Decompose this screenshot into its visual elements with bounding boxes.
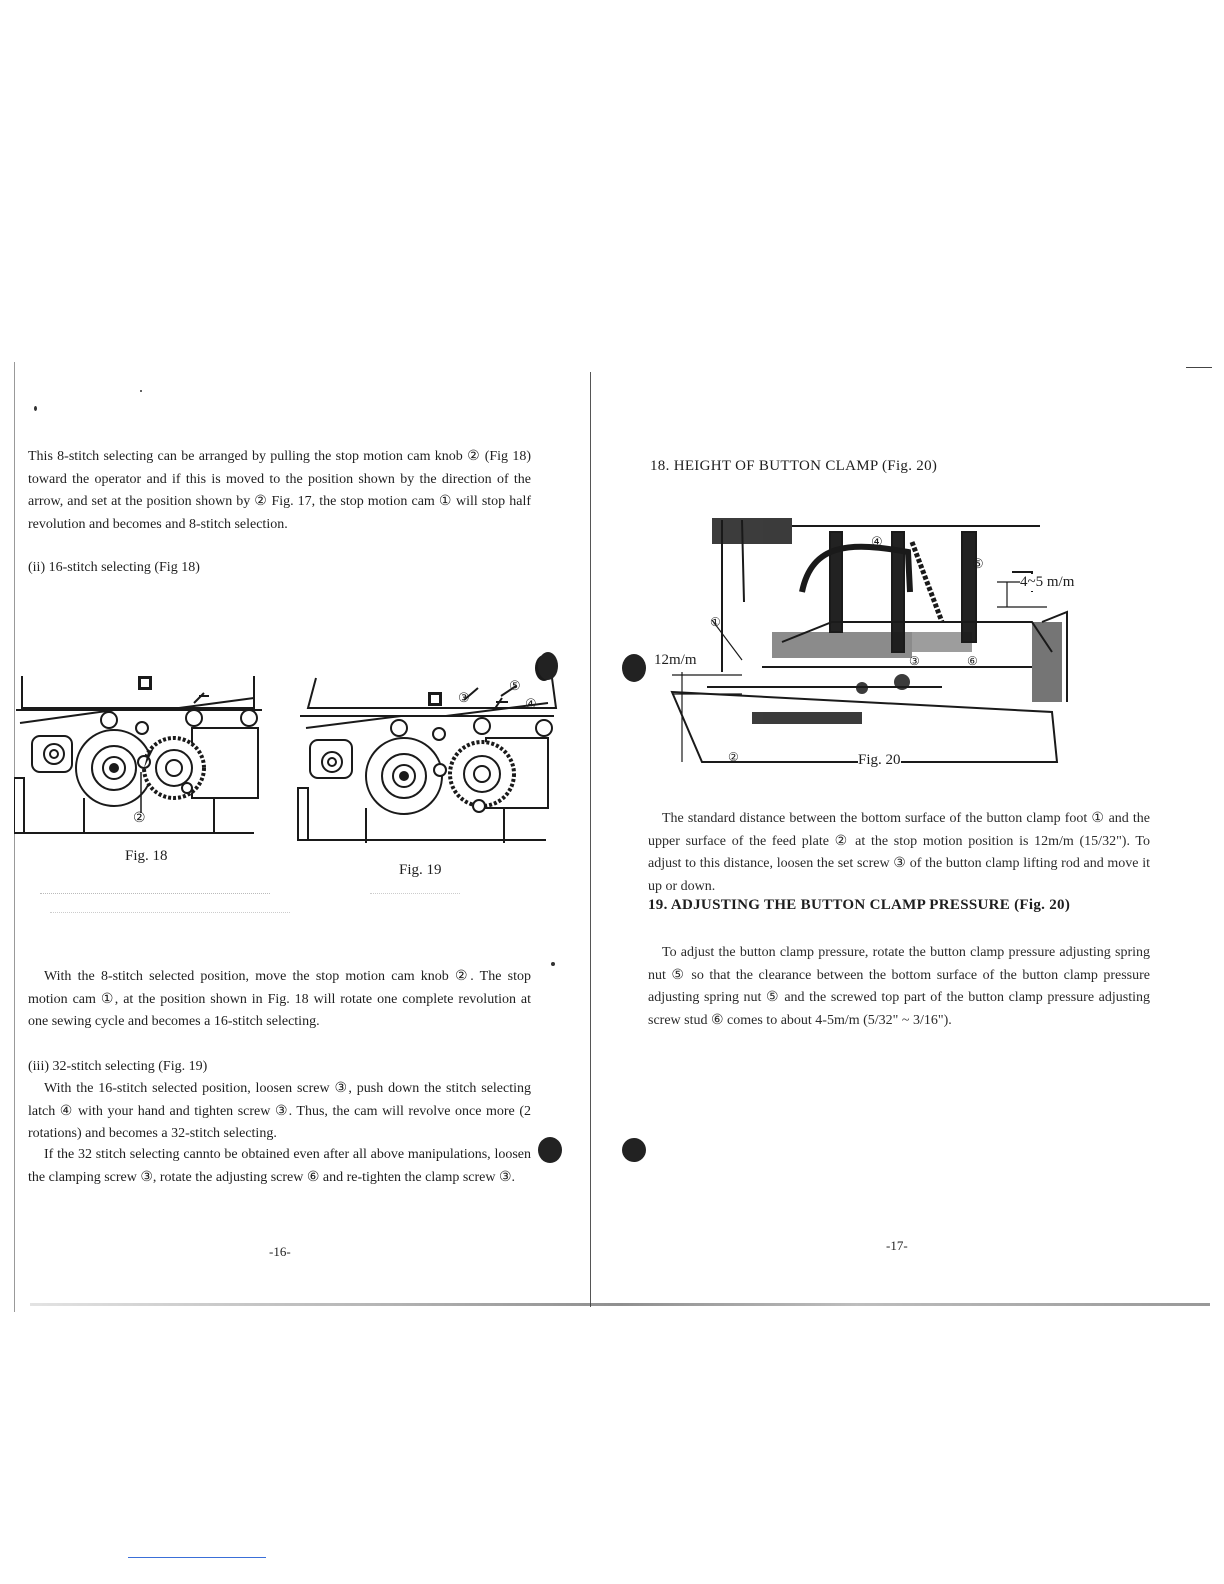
fig19-label-3: ③: [458, 690, 470, 705]
binder-hole-mark: [622, 1138, 646, 1162]
fig19-caption: Fig. 19: [399, 862, 442, 878]
fig20-label-5: ⑤: [972, 556, 984, 571]
left-paragraph-1: This 8-stitch selecting can be arranged by pulling the stop motion cam knob ② (Fig 18) toward the operator and if this is moved to the position shown by the direction of the arrow, and set at the position shown by ② Fig. 17, the stop motion cam ① will stop half revolution and becomes and 8-stitch selection.: [28, 449, 531, 532]
right-paragraph-1: The standard distance between the bottom surface of the button clamp foot ① and the upper surface of the feed plate ② at the stop motion position is 12m/m (15/32"). To adjust to this distance, loosen the set screw ③ of the button clamp lifting rod and move it up or down.: [648, 811, 1150, 894]
bottom-scan-edge: [30, 1303, 1210, 1306]
binder-hole-mark: [538, 1137, 562, 1163]
center-gutter-line: [590, 372, 591, 1307]
fig18-label-2: ②: [133, 811, 146, 826]
left-paragraph-3: With the 16-stitch selected position, loosen screw ③, push down the stitch selecting latch ④ with your hand and tighten screw ③. Thus, the cam will revolve once more (2 rotations) and becomes a 32-stitch selecting.: [28, 1081, 531, 1141]
fig20-dimension-4-5mm: 4~5 m/m: [1020, 574, 1075, 590]
figure-18: [14, 648, 264, 848]
fig20-caption: Fig. 20: [858, 752, 901, 768]
section-18-heading: 18. HEIGHT OF BUTTON CLAMP (Fig. 20): [650, 458, 938, 474]
scan-noise-3: [370, 893, 460, 898]
figure-20: [612, 512, 1077, 770]
fig20-label-2: ②: [728, 750, 739, 764]
fig19-label-5: ⑤: [509, 678, 521, 693]
scan-speck: [551, 962, 555, 966]
left-page-number: -16-: [269, 1244, 291, 1259]
figure-19: [296, 648, 566, 858]
scan-speck: [34, 406, 37, 411]
subheading-16-stitch: (ii) 16-stitch selecting (Fig 18): [28, 560, 200, 575]
fig20-label-3: ③: [909, 654, 920, 668]
fig20-dimension-12mm: 12m/m: [654, 652, 697, 668]
right-page-number: -17-: [886, 1238, 908, 1253]
scan-noise-1: [40, 893, 270, 898]
left-paragraph-2: With the 8-stitch selected position, move the stop motion cam knob ②. The stop motion cam ①, at the position shown in Fig. 18 will rotate one complete revolution at one sewing cycle and becomes a 16-stitch selecting.: [28, 969, 531, 1029]
scan-noise-2: [50, 912, 290, 917]
right-paragraph-2: To adjust the button clamp pressure, rotate the button clamp pressure adjusting spring nut ⑤ so that the clearance between the bottom surface of the button clamp pressure adjusting spring nut ⑤ and the screwed top part of the button clamp pressure adjusting screw stud ⑥ comes to about 4-5m/m (5/32" ~ 3/16").: [648, 945, 1150, 1028]
fig20-label-6: ⑥: [967, 654, 978, 668]
section-19-heading: 19. ADJUSTING THE BUTTON CLAMP PRESSURE (Fig. 20): [648, 897, 1071, 913]
top-rule: [1186, 367, 1212, 368]
fig20-label-4: ④: [871, 534, 883, 549]
binder-hole-mark: [538, 652, 558, 680]
scan-speck: [140, 390, 142, 392]
fig18-caption: Fig. 18: [125, 848, 168, 864]
fig19-label-4: ④: [525, 696, 537, 711]
fig20-label-1: ①: [710, 615, 721, 629]
bottom-blue-line: [128, 1557, 266, 1558]
left-paragraph-4: If the 32 stitch selecting cannto be obtained even after all above manipulations, loosen the clamping screw ③, rotate the adjusting screw ⑥ and re-tighten the clamp screw ③.: [28, 1147, 531, 1185]
binder-hole-mark: [622, 654, 646, 682]
subheading-32-stitch: (iii) 32-stitch selecting (Fig. 19): [28, 1059, 208, 1074]
